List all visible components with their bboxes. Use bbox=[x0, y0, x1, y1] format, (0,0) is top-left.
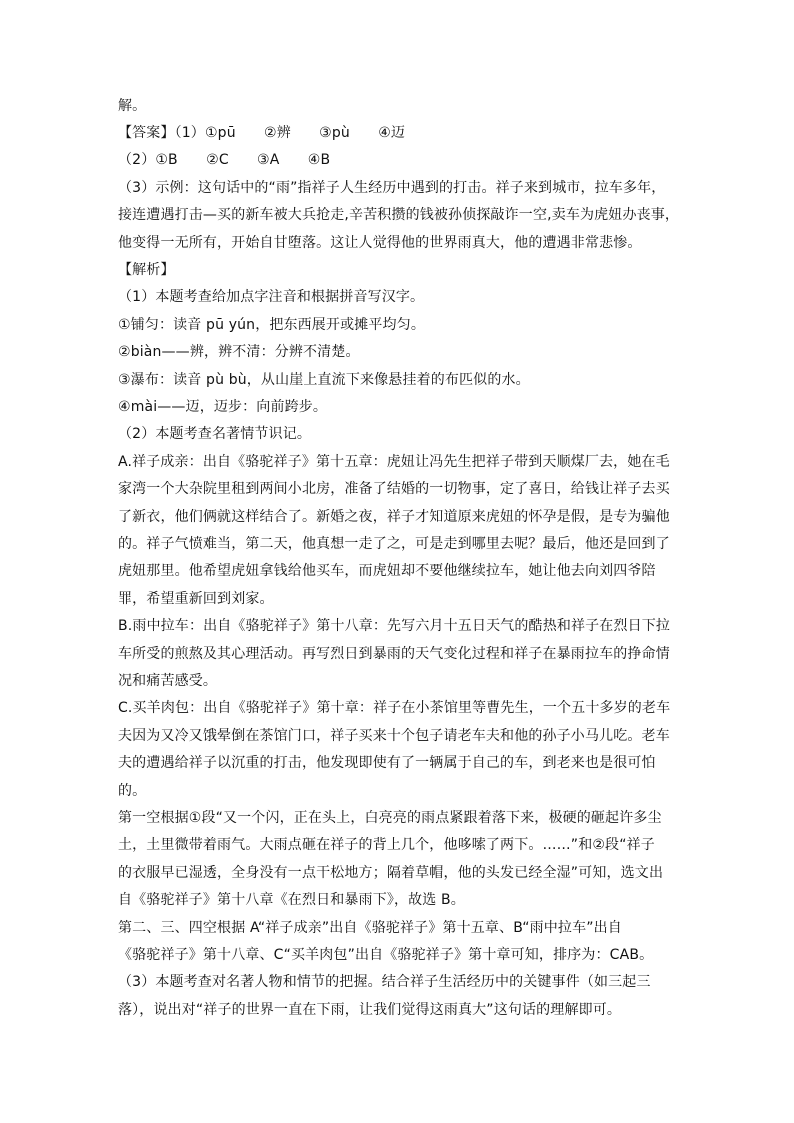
blank-1-line: 第一空根据①段“又一个闪，正在头上，白亮亮的雨点紧跟着落下来，极硬的砸起许多尘 bbox=[118, 810, 662, 826]
analysis-line-1d: ④mài——迈，迈步：向前跨步。 bbox=[118, 399, 328, 415]
answer-line-3a: （3）示例：这句话中的“雨”指祥子人生经历中遇到的打击。祥子来到城市，拉车多年， bbox=[118, 180, 666, 196]
blank-1-line: 自《骆驼祥子》第十八章《在烈日和暴雨下》，故选 B。 bbox=[118, 892, 465, 908]
paragraph-a-line: 家湾一个大杂院里租到两间小北房，准备了结婚的一切物事，定了喜日，给钱让祥子去买 bbox=[118, 481, 670, 497]
analysis-heading: 【解析】 bbox=[118, 262, 175, 278]
analysis-line-3: 落），说出对“祥子的世界一直在下雨，让我们觉得这雨真大”这句话的理解即可。 bbox=[118, 1002, 622, 1018]
blank-1-line: 土，土里微带着雨气。大雨点砸在祥子的背上几个，他哆嗦了两下。……”和②段“祥子 bbox=[118, 837, 655, 853]
paragraph-c-line: C.买羊肉包：出自《骆驼祥子》第十章：祥子在小茶馆里等曹先生，一个五十多岁的老车 bbox=[118, 700, 671, 716]
analysis-line-1c: ③瀑布：读音 pù bù，从山崖上直流下来像悬挂着的布匹似的水。 bbox=[118, 372, 530, 388]
paragraph-c-line: 夫因为又冷又饿晕倒在茶馆门口，祥子买来十个包子请老车夫和他的孙子小马儿吃。老车 bbox=[118, 728, 670, 744]
paragraph-a-line: 了新衣，他们俩就这样结合了。新婚之夜，祥子才知道原来虎妞的怀孕是假，是专为骗他 bbox=[118, 509, 670, 525]
blank-2-4-line: 第二、三、四空根据 A“祥子成亲”出自《骆驼祥子》第十五章、B“雨中拉车”出自 bbox=[118, 920, 622, 936]
analysis-line-1b: ②biàn——辨，辨不清：分辨不清楚。 bbox=[118, 344, 360, 360]
answer-heading-line: 【答案】（1）①pū ②辨 ③pù ④迈 bbox=[118, 125, 406, 141]
answer-line-3b: 接连遭遇打击—买的新车被大兵抢走,辛苦积攒的钱被孙侦探敲诈一空,卖车为虎妞办丧事， bbox=[118, 207, 680, 223]
paragraph-c-line: 的。 bbox=[118, 783, 147, 799]
paragraph-b-line: B.雨中拉车：出自《骆驼祥子》第十八章：先写六月十五日天气的酷热和祥子在烈日下拉 bbox=[118, 618, 671, 634]
answer-line-2: （2）①B ②C ③A ④B bbox=[118, 152, 331, 168]
analysis-line-2: （2）本题考查名著情节识记。 bbox=[118, 426, 312, 442]
analysis-line-1: （1）本题考查给加点字注音和根据拼音写汉字。 bbox=[118, 289, 425, 305]
paragraph-c-line: 夫的遭遇给祥子以沉重的打击，他发现即使有了一辆属于自己的车，到老来也是很可怕 bbox=[118, 755, 656, 771]
paragraph-a-line: A.祥子成亲：出自《骆驼祥子》第十五章：虎妞让冯先生把祥子带到天顺煤厂去，她在毛 bbox=[118, 454, 670, 470]
analysis-line-3: （3）本题考查对名著人物和情节的把握。结合祥子生活经历中的关键事件（如三起三 bbox=[118, 974, 651, 990]
paragraph-a-line: 罪，希望重新回到刘家。 bbox=[118, 591, 274, 607]
text-line-fragment-end: 解。 bbox=[118, 98, 147, 114]
blank-1-line: 的衣服早已湿透，全身没有一点干松地方；隔着草帽，他的头发已经全湿”可知，选文出 bbox=[118, 865, 664, 881]
paragraph-b-line: 车所受的煎熬及其心理活动。再写烈日到暴雨的天气变化过程和祥子在暴雨拉车的挣命情 bbox=[118, 646, 670, 662]
blank-2-4-line: 《骆驼祥子》第十八章、C“买羊肉包”出自《骆驼祥子》第十章可知，排序为：CAB。 bbox=[118, 947, 654, 963]
paragraph-b-line: 况和痛苦感受。 bbox=[118, 673, 218, 689]
paragraph-a-line: 的。祥子气愤难当，第二天，他真想一走了之，可是走到哪里去呢？最后，他还是回到了 bbox=[118, 536, 670, 552]
answer-line-3c: 他变得一无所有，开始自甘堕落。这让人觉得他的世界雨真大，他的遭遇非常悲惨。 bbox=[118, 235, 642, 251]
paragraph-a-line: 虎妞那里。他希望虎妞拿钱给他买车，而虎妞却不要他继续拉车，她让他去向刘四爷陪 bbox=[118, 563, 656, 579]
analysis-line-1a: ①铺匀：读音 pū yún，把东西展开或摊平均匀。 bbox=[118, 317, 425, 333]
